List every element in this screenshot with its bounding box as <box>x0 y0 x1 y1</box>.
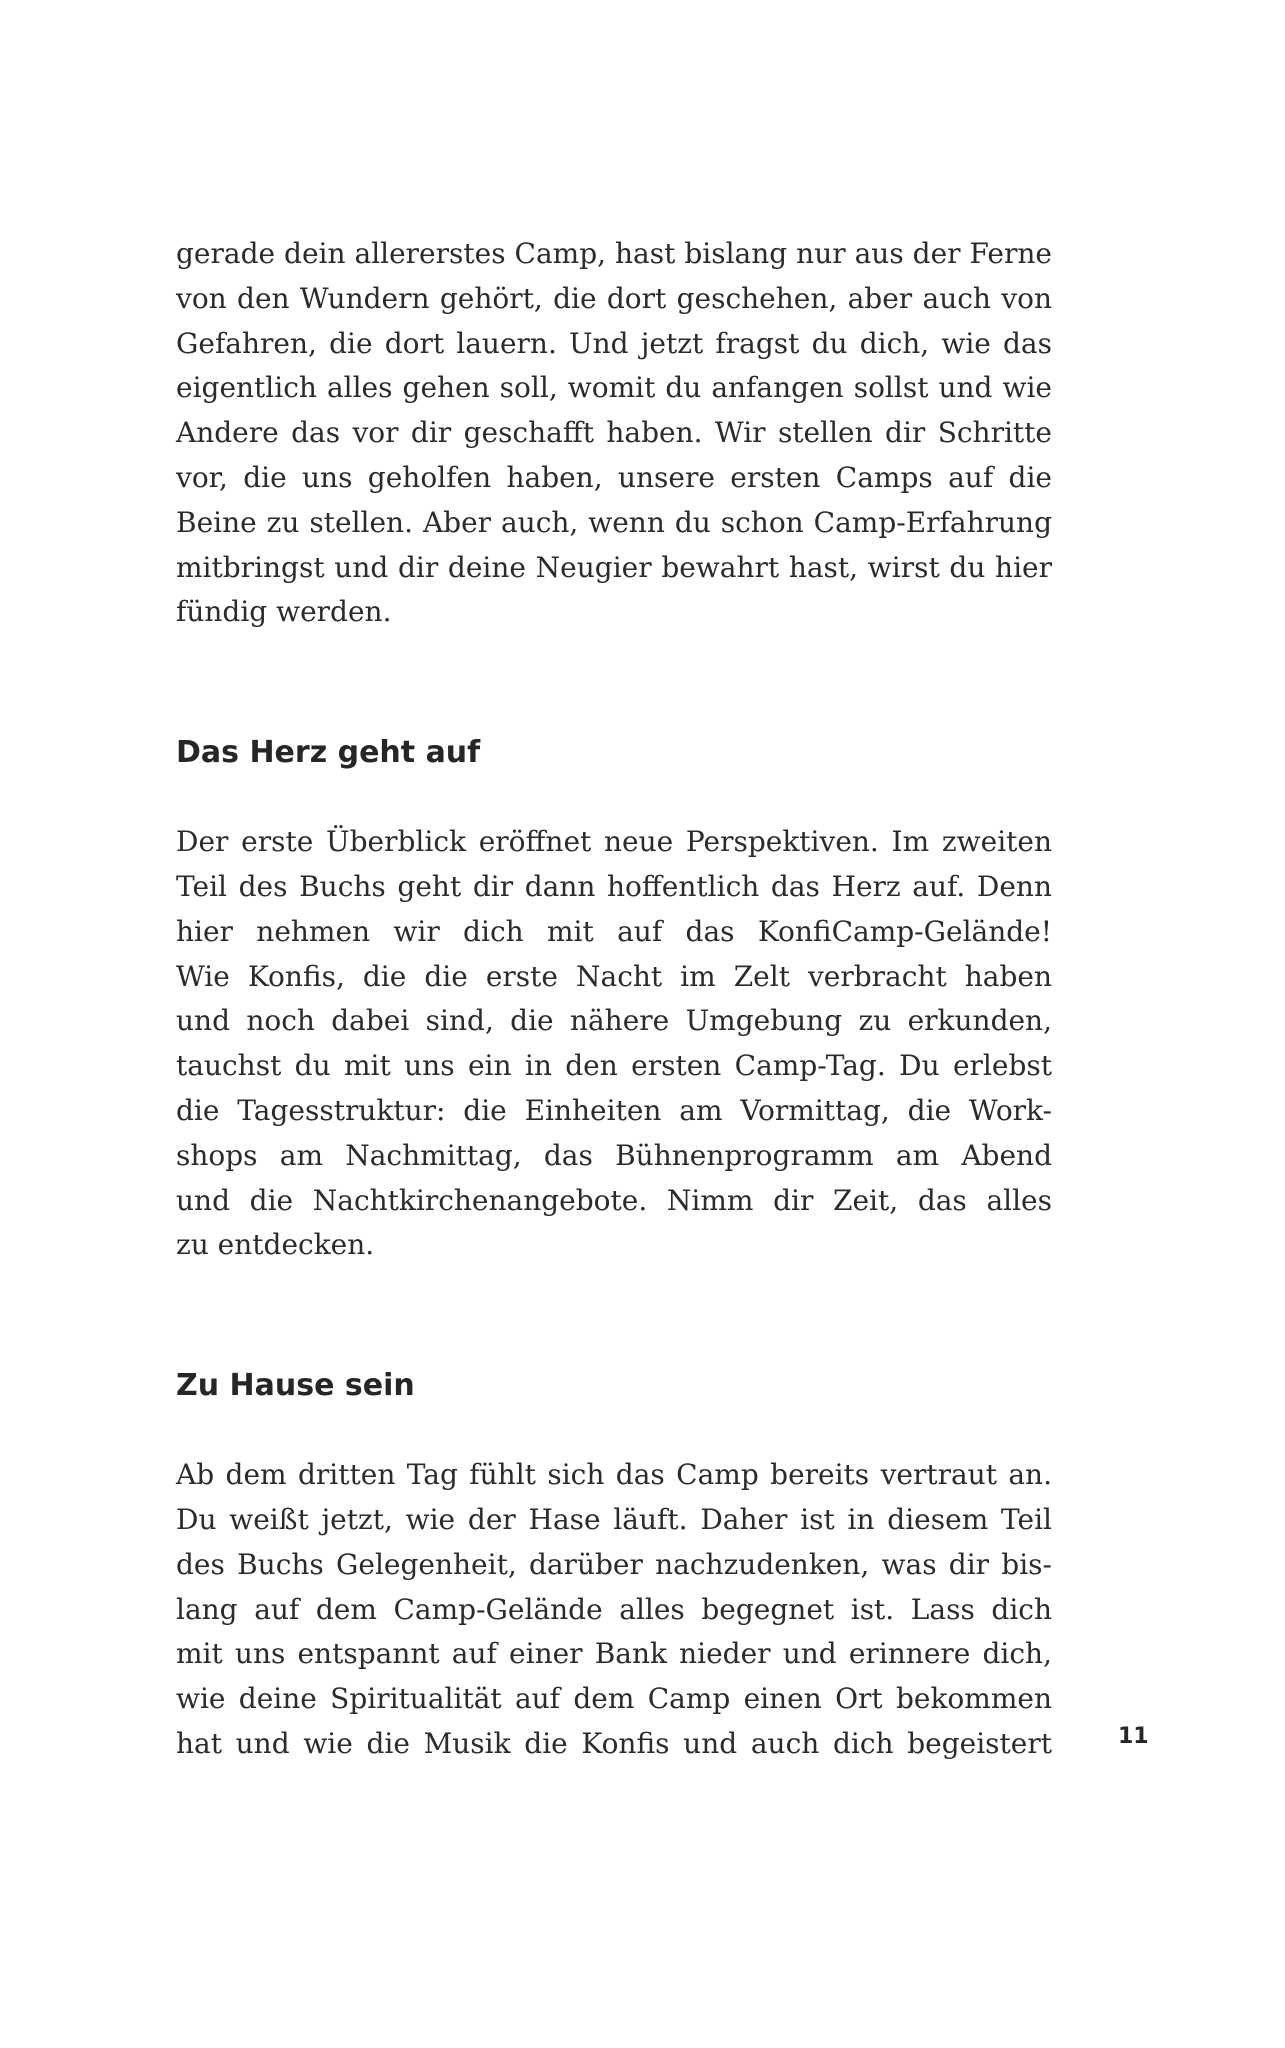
text-line: lang auf dem Camp-Gelände alles begegnet ist. Lass dich <box>176 1592 1052 1626</box>
text-line: die Tagesstruktur: die Einheiten am Vormittag, die Work- <box>176 1093 1052 1127</box>
text-line: Wie Konfis, die die erste Nacht im Zelt verbracht haben <box>176 959 1052 993</box>
text-line: mitbringst und dir deine Neugier bewahrt hast, wirst du hier <box>176 550 1052 584</box>
text-line: Beine zu stellen. Aber auch, wenn du schon Camp-Erfahrung <box>176 505 1052 539</box>
text-line: und die Nachtkirchenangebote. Nimm dir Zeit, das alles <box>176 1183 1052 1217</box>
text-line: Du weißt jetzt, wie der Hase läuft. Daher ist in diesem Teil <box>176 1502 1052 1536</box>
section-heading-zuhause: Zu Hause sein <box>176 1368 415 1404</box>
text-line: eigentlich alles gehen soll, womit du anfangen sollst und wie <box>176 371 1052 405</box>
text-line: Gefahren, die dort lauern. Und jetzt fragst du dich, wie das <box>176 326 1052 360</box>
text-line: shops am Nachmittag, das Bühnenprogramm am Abend <box>176 1138 1052 1172</box>
section-heading-herz: Das Herz geht auf <box>176 735 481 771</box>
text-line: von den Wundern gehört, die dort geschehen, aber auch von <box>176 281 1052 315</box>
text-line: und noch dabei sind, die nähere Umgebung zu erkunden, <box>176 1004 1052 1038</box>
text-line: hat und wie die Musik die Konfis und auch dich begeistert <box>176 1726 1052 1760</box>
text-line: wie deine Spiritualität auf dem Camp einen Ort bekommen <box>176 1682 1052 1716</box>
text-line: Ab dem dritten Tag fühlt sich das Camp bereits vertraut an. <box>176 1458 1052 1492</box>
page-number: 11 <box>1118 1724 1149 1749</box>
text-line: fündig werden. <box>176 595 392 629</box>
text-line: Teil des Buchs geht dir dann hoffentlich das Herz auf. Denn <box>176 869 1052 903</box>
page-body <box>176 232 1052 1767</box>
section-1-paragraph <box>176 820 1052 1268</box>
text-line: tauchst du mit uns ein in den ersten Camp-Tag. Du erlebst <box>176 1049 1052 1083</box>
section-2-paragraph <box>176 1453 1052 1767</box>
text-line: Andere das vor dir geschafft haben. Wir stellen dir Schritte <box>176 416 1052 450</box>
text-line: des Buchs Gelegenheit, darüber nachzudenken, was dir bis- <box>176 1547 1052 1581</box>
text-line: mit uns entspannt auf einer Bank nieder und erinnere dich, <box>176 1637 1052 1671</box>
text-line: Der erste Überblick eröffnet neue Perspektiven. Im zweiten <box>176 825 1052 859</box>
text-line: zu entdecken. <box>176 1228 375 1262</box>
text-line: hier nehmen wir dich mit auf das KonfiCamp-Gelände! <box>176 914 1052 948</box>
intro-paragraph <box>176 232 1052 635</box>
text-line: gerade dein allererstes Camp, hast bislang nur aus der Ferne <box>176 237 1052 270</box>
text-line: vor, die uns geholfen haben, unsere ersten Camps auf die <box>176 460 1052 494</box>
